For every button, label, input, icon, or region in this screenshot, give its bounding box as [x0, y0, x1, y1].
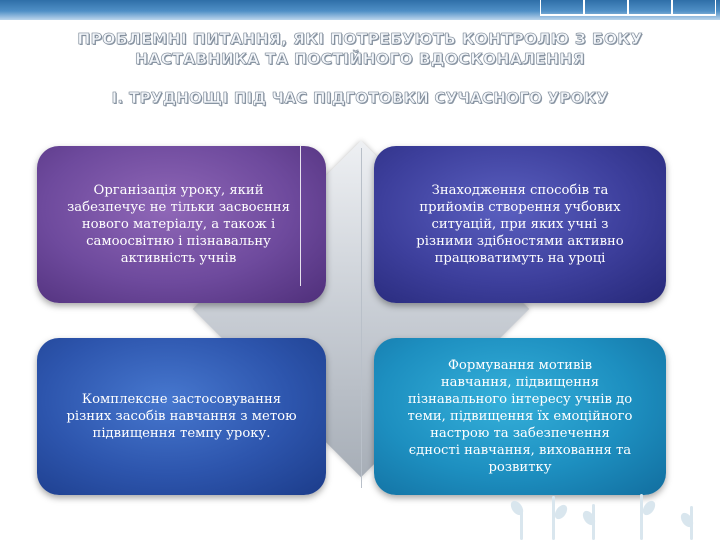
card-text-line: розвитку [488, 460, 552, 475]
card-text-line: навчання, підвищення [440, 375, 600, 390]
card-text-line: Комплексне застосовування [81, 392, 282, 407]
card-text-line: Формування мотивів [447, 358, 593, 373]
sprout-leaf [508, 499, 525, 518]
sprout-stem [640, 494, 643, 540]
card-text-line: Організація уроку, який [93, 183, 264, 198]
problem-card-3 [37, 338, 326, 495]
slide-title-line-1: ПРОБЛЕМНІ ПИТАННЯ, ЯКІ ПОТРЕБУЮТЬ КОНТРОЛЮ З БОКУ [77, 30, 643, 48]
card-text-line: ситуацій, при яких учні з [431, 217, 609, 232]
sprout-leaf [580, 509, 597, 528]
card-text-line: самоосвітню і пізнавальну [86, 234, 271, 249]
card-text-line: Знаходження способів та [431, 183, 609, 198]
card-text-line: теми, підвищення їх емоційного [407, 409, 633, 424]
card-text-line: підвищення темпу уроку. [92, 426, 271, 441]
card-divider-line [300, 146, 301, 286]
card-text [67, 182, 290, 267]
top-decorative-band [0, 0, 720, 20]
slide-subtitle: І. ТРУДНОЩІ ПІД ЧАС ПІДГОТОВКИ СУЧАСНОГО УРОКУ [111, 89, 609, 107]
card-text-line: активність учнів [120, 251, 237, 266]
card-text-line: різних засобів навчання з метою [66, 409, 297, 424]
card-text-line: забезпечує не тільки засвоєння [67, 200, 290, 215]
card-text-line: настрою та забезпечення [430, 426, 610, 441]
card-text-line: нового матеріалу, а також і [81, 217, 276, 232]
card-text-line: працюватимуть на уроці [434, 251, 606, 266]
card-text-line: прийомів створення учбових [419, 200, 621, 215]
card-text [66, 391, 296, 442]
band-segment [672, 0, 716, 16]
card-text [416, 182, 623, 267]
card-text-line: єдності навчання, виховання та [408, 443, 632, 458]
center-vertical-line [361, 148, 362, 488]
card-text-line: пізнавального інтересу учнів до [407, 392, 633, 407]
band-segment [628, 0, 672, 16]
band-segment [540, 0, 584, 16]
card-text [408, 357, 633, 476]
problem-card-2 [374, 146, 666, 303]
slide-title-line-2: НАСТАВНИКА ТА ПОСТІЙНОГО ВДОСКОНАЛЕННЯ [135, 50, 585, 68]
sprout-leaf [678, 511, 695, 530]
card-text-line: різними здібностями активно [416, 234, 624, 249]
problem-card-1 [37, 146, 326, 303]
sprout-stem [552, 496, 555, 540]
problem-card-4 [374, 338, 666, 495]
band-segment [584, 0, 628, 16]
